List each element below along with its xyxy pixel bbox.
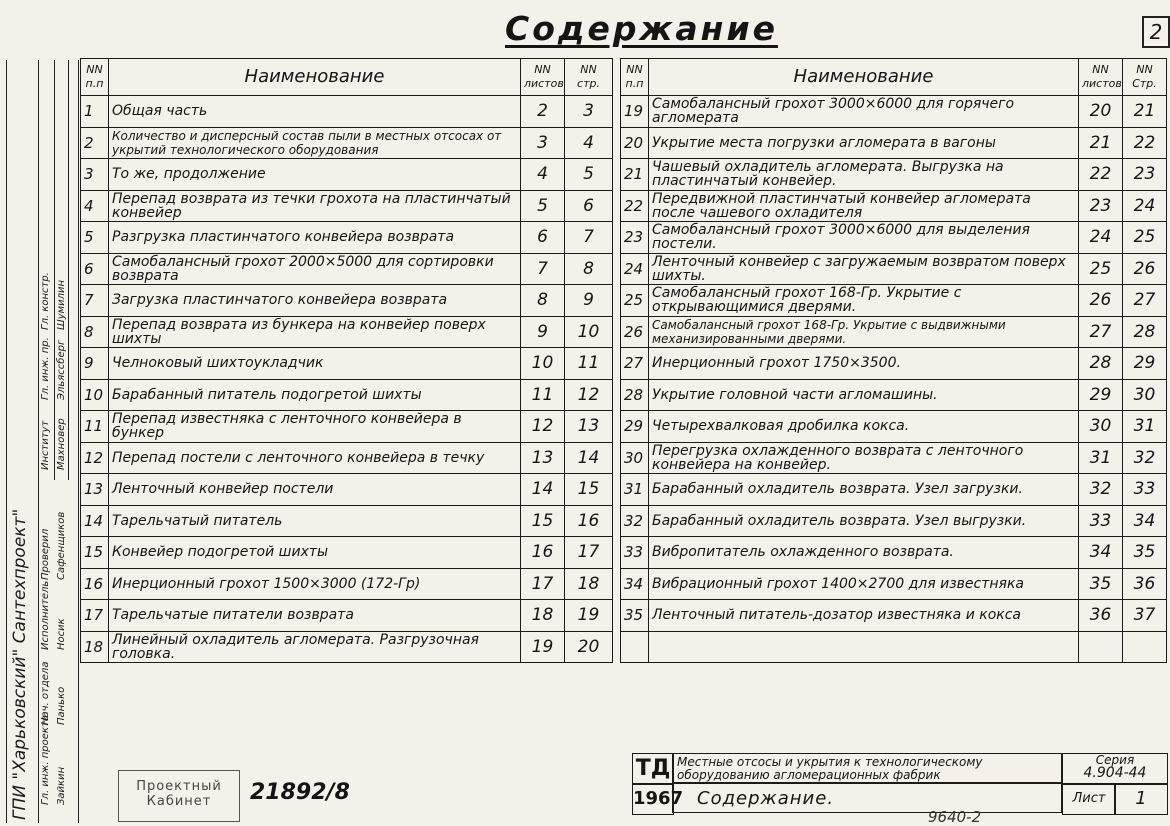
row-number	[621, 631, 649, 663]
row-page: 6	[565, 190, 613, 222]
role-3: Исполнитель	[40, 580, 51, 650]
row-number: 22	[621, 190, 649, 222]
role2-3: Гл. констр.	[40, 272, 51, 330]
row-number: 21	[621, 159, 649, 191]
row-number: 15	[81, 537, 109, 569]
row-number: 6	[81, 253, 109, 285]
table-row	[81, 96, 613, 128]
table-row	[621, 505, 1167, 537]
row-number: 34	[621, 568, 649, 600]
row-sheet: 13	[521, 442, 565, 474]
row-number: 14	[81, 505, 109, 537]
table-row	[621, 474, 1167, 506]
table-header	[621, 59, 1167, 96]
row-name: Инерционный грохот 1500×3000 (172-Гр)	[109, 568, 521, 600]
table-row	[621, 568, 1167, 600]
stamp-line2: Кабинет	[146, 794, 212, 809]
row-sheet: 22	[1079, 159, 1123, 191]
table-header	[81, 59, 613, 96]
row-name: То же, продолжение	[109, 159, 521, 191]
row-sheet: 18	[521, 600, 565, 632]
row-sheet: 34	[1079, 537, 1123, 569]
row-name: Перепад возврата из бункера на конвейер поверх шихты	[109, 316, 521, 348]
row-page	[1123, 631, 1167, 663]
row-sheet: 2	[521, 96, 565, 128]
table-row	[81, 568, 613, 600]
series-value: 4.904-44	[1083, 765, 1147, 781]
row-name: Передвижной пластинчатый конвейер агломерата после чашевого охладителя	[649, 190, 1079, 222]
name-2: Панько	[56, 686, 67, 725]
table-row	[621, 190, 1167, 222]
row-sheet: 15	[521, 505, 565, 537]
row-name: Барабанный питатель подогретой шихты	[109, 379, 521, 411]
table-row	[81, 285, 613, 317]
row-number: 12	[81, 442, 109, 474]
row-sheet: 4	[521, 159, 565, 191]
table-row	[81, 379, 613, 411]
header-name: Наименование	[649, 59, 1079, 96]
row-sheet	[1079, 631, 1123, 663]
row-number: 23	[621, 222, 649, 254]
row-sheet: 9	[521, 316, 565, 348]
row-page: 25	[1123, 222, 1167, 254]
row-name: Перегрузка охлажденного возврата с ленточного конвейера на конвейер.	[649, 442, 1079, 474]
row-number: 17	[81, 600, 109, 632]
header-pages: NN стр.	[565, 59, 613, 96]
row-sheet: 14	[521, 474, 565, 506]
series-label: Серия	[1095, 753, 1135, 767]
table-row	[81, 253, 613, 285]
row-page: 30	[1123, 379, 1167, 411]
table-row	[81, 474, 613, 506]
row-page: 15	[565, 474, 613, 506]
row-number: 32	[621, 505, 649, 537]
role2-1: Институт	[40, 420, 51, 470]
year: 1967	[632, 783, 674, 815]
row-page: 7	[565, 222, 613, 254]
table-row	[621, 127, 1167, 159]
row-number: 8	[81, 316, 109, 348]
row-name: Самобалансный грохот 168-Гр. Укрытие с выдвижными механизированными дверями.	[649, 316, 1079, 348]
row-name: Ленточный конвейер постели	[109, 474, 521, 506]
row-sheet: 23	[1079, 190, 1123, 222]
name-4: Сафенщиков	[56, 511, 67, 580]
row-name: Самобалансный грохот 168-Гр. Укрытие с открывающимися дверями.	[649, 285, 1079, 317]
row-sheet: 3	[521, 127, 565, 159]
row-sheet: 32	[1079, 474, 1123, 506]
row-page: 28	[1123, 316, 1167, 348]
row-name: Тарельчатый питатель	[109, 505, 521, 537]
row-number: 10	[81, 379, 109, 411]
row-page: 9	[565, 285, 613, 317]
header-sheets: NN листов	[521, 59, 565, 96]
name2-1: Махновер	[56, 418, 67, 470]
binding-strip	[0, 60, 80, 823]
role-4: Проверил	[40, 528, 51, 580]
row-sheet: 31	[1079, 442, 1123, 474]
table-row	[621, 222, 1167, 254]
row-sheet: 6	[521, 222, 565, 254]
row-sheet: 11	[521, 379, 565, 411]
list-value: 1	[1114, 783, 1168, 815]
row-number: 2	[81, 127, 109, 159]
row-number: 1	[81, 96, 109, 128]
row-number: 33	[621, 537, 649, 569]
row-page: 24	[1123, 190, 1167, 222]
row-page: 17	[565, 537, 613, 569]
row-page: 11	[565, 348, 613, 380]
table-row	[621, 631, 1167, 663]
table-row	[81, 537, 613, 569]
row-sheet: 21	[1079, 127, 1123, 159]
row-name: Перепад возврата из течки грохота на пластинчатый конвейер	[109, 190, 521, 222]
row-page: 13	[565, 411, 613, 443]
table-row	[621, 411, 1167, 443]
name2-2: Эльяссберг	[56, 339, 67, 400]
page-title: Содержание	[505, 9, 778, 48]
row-page: 18	[565, 568, 613, 600]
row-sheet: 33	[1079, 505, 1123, 537]
role-1: Гл. инж. проекта	[40, 715, 51, 805]
table-row	[81, 159, 613, 191]
table-row	[81, 316, 613, 348]
row-name: Инерционный грохот 1750×3500.	[649, 348, 1079, 380]
table-row	[621, 442, 1167, 474]
row-page: 37	[1123, 600, 1167, 632]
row-name: Укрытие места погрузки агломерата в вагоны	[649, 127, 1079, 159]
row-sheet: 29	[1079, 379, 1123, 411]
row-number: 11	[81, 411, 109, 443]
row-number: 5	[81, 222, 109, 254]
archive-stamp	[118, 770, 240, 822]
table-row	[621, 316, 1167, 348]
row-name: Общая часть	[109, 96, 521, 128]
row-sheet: 5	[521, 190, 565, 222]
row-sheet: 28	[1079, 348, 1123, 380]
table-row	[621, 537, 1167, 569]
row-name: Перепад постели с ленточного конвейера в течку	[109, 442, 521, 474]
subject: Местные отсосы и укрытия к технологическому оборудованию агломерационных фабрик	[672, 753, 1062, 783]
row-page: 4	[565, 127, 613, 159]
series-cell	[1062, 753, 1168, 785]
table-row	[621, 600, 1167, 632]
table-row	[81, 348, 613, 380]
row-page: 21	[1123, 96, 1167, 128]
name2-3: Шумилин	[56, 279, 67, 330]
row-sheet: 16	[521, 537, 565, 569]
row-page: 19	[565, 600, 613, 632]
row-number: 20	[621, 127, 649, 159]
row-page: 22	[1123, 127, 1167, 159]
table-row	[621, 253, 1167, 285]
row-number: 19	[621, 96, 649, 128]
row-page: 29	[1123, 348, 1167, 380]
row-page: 31	[1123, 411, 1167, 443]
institute-name: ГПИ "Харьковский" Сантехпроект"	[10, 508, 30, 820]
contents-table-left	[80, 58, 613, 663]
row-page: 27	[1123, 285, 1167, 317]
row-sheet: 27	[1079, 316, 1123, 348]
row-name: Вибрационный грохот 1400×2700 для известняка	[649, 568, 1079, 600]
contents-table-right	[620, 58, 1167, 663]
table-row	[621, 285, 1167, 317]
title-block	[632, 753, 1166, 813]
name-3: Носик	[56, 618, 67, 650]
row-sheet: 35	[1079, 568, 1123, 600]
row-number: 25	[621, 285, 649, 317]
row-name: Чашевый охладитель агломерата. Выгрузка на пластинчатый конвейер.	[649, 159, 1079, 191]
header-num: NN п.п	[81, 59, 109, 96]
row-sheet: 19	[521, 631, 565, 663]
table-row	[621, 96, 1167, 128]
row-number: 27	[621, 348, 649, 380]
row-page: 23	[1123, 159, 1167, 191]
row-number: 28	[621, 379, 649, 411]
row-number: 3	[81, 159, 109, 191]
row-name: Самобалансный грохот 2000×5000 для сортировки возврата	[109, 253, 521, 285]
row-number: 18	[81, 631, 109, 663]
row-page: 20	[565, 631, 613, 663]
row-name: Барабанный охладитель возврата. Узел выгрузки.	[649, 505, 1079, 537]
header-sheets: NN листов	[1079, 59, 1123, 96]
row-sheet: 17	[521, 568, 565, 600]
row-number: 16	[81, 568, 109, 600]
row-name: Загрузка пластинчатого конвейера возврата	[109, 285, 521, 317]
org-code: ТД	[632, 753, 674, 785]
list-label: Лист	[1062, 783, 1116, 815]
row-page: 34	[1123, 505, 1167, 537]
row-name: Челноковый шихтоукладчик	[109, 348, 521, 380]
table-row	[81, 631, 613, 663]
doc-number: 21892/8	[250, 780, 350, 805]
row-page: 10	[565, 316, 613, 348]
header-name: Наименование	[109, 59, 521, 96]
table-row	[81, 127, 613, 159]
row-sheet: 8	[521, 285, 565, 317]
role-2: Нач. отдела	[40, 661, 51, 725]
row-number: 26	[621, 316, 649, 348]
row-sheet: 25	[1079, 253, 1123, 285]
row-sheet: 26	[1079, 285, 1123, 317]
role2-2: Гл. инж. пр.	[40, 337, 51, 400]
bottom-code: 9640-2	[928, 808, 982, 826]
table-row	[81, 222, 613, 254]
row-page: 36	[1123, 568, 1167, 600]
row-name: Конвейер подогретой шихты	[109, 537, 521, 569]
row-name: Укрытие головной части агломашины.	[649, 379, 1079, 411]
table-row	[81, 505, 613, 537]
row-name: Разгрузка пластинчатого конвейера возврата	[109, 222, 521, 254]
table-row	[621, 348, 1167, 380]
row-page: 16	[565, 505, 613, 537]
row-name: Линейный охладитель агломерата. Разгрузочная головка.	[109, 631, 521, 663]
row-sheet: 7	[521, 253, 565, 285]
row-number: 24	[621, 253, 649, 285]
table-row	[81, 411, 613, 443]
table-row	[621, 379, 1167, 411]
row-name: Ленточный конвейер с загружаемым возвратом поверх шихты.	[649, 253, 1079, 285]
row-sheet: 12	[521, 411, 565, 443]
row-sheet: 30	[1079, 411, 1123, 443]
row-name: Самобалансный грохот 3000×6000 для горячего агломерата	[649, 96, 1079, 128]
row-sheet: 20	[1079, 96, 1123, 128]
row-page: 33	[1123, 474, 1167, 506]
row-name: Самобалансный грохот 3000×6000 для выделения постели.	[649, 222, 1079, 254]
row-number: 4	[81, 190, 109, 222]
row-sheet: 24	[1079, 222, 1123, 254]
row-number: 7	[81, 285, 109, 317]
sheet-title: Содержание.	[672, 783, 1062, 813]
row-name	[649, 631, 1079, 663]
table-row	[81, 600, 613, 632]
row-number: 31	[621, 474, 649, 506]
row-name: Вибропитатель охлажденного возврата.	[649, 537, 1079, 569]
row-page: 35	[1123, 537, 1167, 569]
row-number: 9	[81, 348, 109, 380]
row-name: Четырехвалковая дробилка кокса.	[649, 411, 1079, 443]
row-page: 12	[565, 379, 613, 411]
row-page: 8	[565, 253, 613, 285]
row-number: 29	[621, 411, 649, 443]
row-page: 26	[1123, 253, 1167, 285]
row-name: Барабанный охладитель возврата. Узел загрузки.	[649, 474, 1079, 506]
row-number: 30	[621, 442, 649, 474]
row-name: Перепад известняка с ленточного конвейера в бункер	[109, 411, 521, 443]
row-number: 13	[81, 474, 109, 506]
row-page: 3	[565, 96, 613, 128]
table-row	[621, 159, 1167, 191]
row-page: 14	[565, 442, 613, 474]
row-name: Количество и дисперсный состав пыли в местных отсосах от укрытий технологического оборудования	[109, 127, 521, 159]
row-number: 35	[621, 600, 649, 632]
name-1: Зайкин	[56, 766, 67, 805]
row-name: Ленточный питатель-дозатор известняка и кокса	[649, 600, 1079, 632]
row-sheet: 10	[521, 348, 565, 380]
header-pages: NN Стр.	[1123, 59, 1167, 96]
page-number: 2	[1142, 16, 1170, 48]
table-row	[81, 190, 613, 222]
row-name: Тарельчатые питатели возврата	[109, 600, 521, 632]
row-sheet: 36	[1079, 600, 1123, 632]
table-row	[81, 442, 613, 474]
stamp-line1: Проектный	[136, 779, 222, 794]
row-page: 5	[565, 159, 613, 191]
row-page: 32	[1123, 442, 1167, 474]
header-num: NN п.п	[621, 59, 649, 96]
